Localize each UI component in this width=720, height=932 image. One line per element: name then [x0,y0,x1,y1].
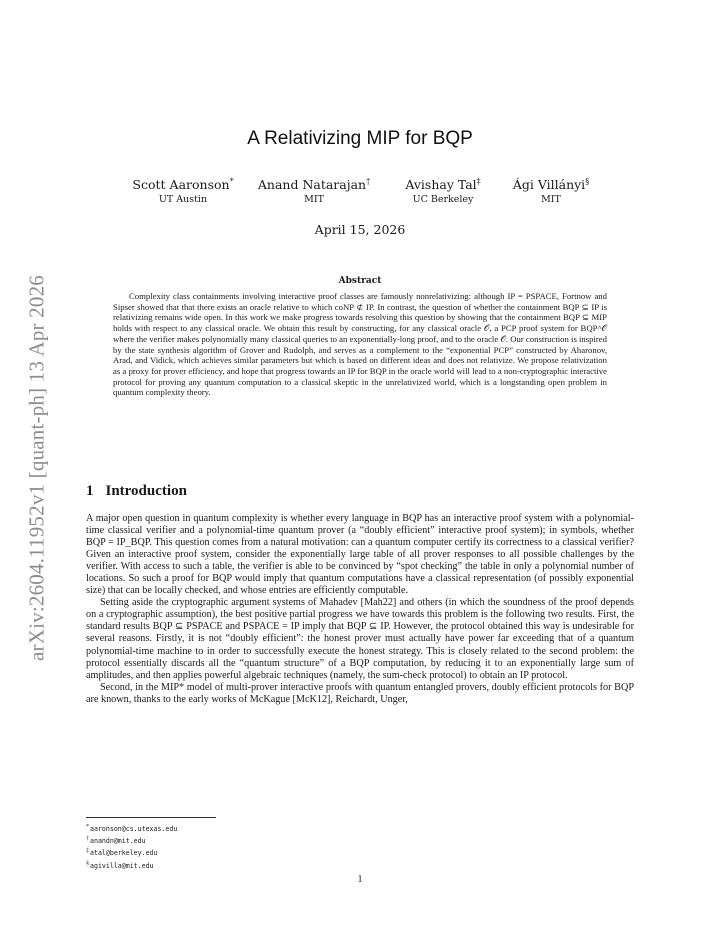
author-name: Anand Natarajan [257,177,367,193]
footnote [86,834,177,846]
body-paragraph: A major open question in quantum complexity is whether every language in BQP has an interactive proof system with a polynomial-time classical verifier and a polynomial-time quantum prover (a “doubly efficient” interactive proof system); in symbols, whether BQP = IP_BQP. This question comes from a natural motivation: can a quantum computer certify its correctness to a classical verifier? Given an interactive proof system, consider the exponentially large table of all prover responses to all possible challenges by the verifier. With access to such a table, the verifier is able to be convinced by “spot checking” the table in only a polynomial number of locations. So such a proof for BQP would imply that quantum computations have a classical representation (of possibly exponential size) that can be locally checked, and whose entries are efficiently computable. [86,513,634,597]
author-affiliation: MIT [541,194,561,206]
author-footnote-mark: § [585,177,590,186]
author-block [132,177,233,205]
page-number: 1 [357,874,363,885]
author-footnote-mark: * [229,177,234,186]
author-name: Ági Villányi [512,177,586,193]
footnote [86,822,177,834]
section-number: 1 [86,483,94,499]
author-footnote-mark: ‡ [476,177,481,186]
footnote-email: aaronson@cs.utexas.edu [90,825,178,834]
section-heading [86,483,187,500]
body-paragraph: Setting aside the cryptographic argument systems of Mahadev [Mah22] and others (in which the soundness of the proof depends on a cryptographic assumption), the best positive partial progress we have towards this problem is the following two results. First, the standard results BQP ⊆ PSPACE and PSPACE = IP imply that BQP ⊆ IP. However, the protocol obtained this way is undesirable for several reasons. Firstly, it is not “doubly efficient”: the honest prover must actually have power far exceeding that of a quantum polynomial-time machine to in order to successfully execute the honest strategy. This is closely related to the second problem: the protocol essentially discards all the “quantum structure” of a BQP computation, by reducing it to an exponentially large sum of amplitudes, and then applies powerful algebraic techniques (namely, the sum-check protocol) to obtain an IP protocol. [86,597,634,681]
body-text [86,513,634,706]
footnote-email: atal@berkeley.edu [90,849,158,858]
author-name: Avishay Tal [405,177,477,193]
footnote [86,846,177,858]
abstract-heading: Abstract [338,276,382,286]
author-affiliation: MIT [304,194,324,206]
author-name: Scott Aaronson [132,177,230,193]
author-affiliation: UC Berkeley [412,194,474,206]
footnote-mark: ‡ [86,848,89,855]
author-block [513,177,589,205]
author-block [258,177,370,205]
footnote-mark: * [86,824,89,830]
abstract-text: Complexity class containments involving interactive proof classes are famously nonrelativizing: although IP = PSPACE, Fortnow and Sipser showed that that there exists an oracle relative to which coNP ⊄ IP. In contrast, the question of whether the containment BQP ⊆ IP is relativizing remains wide open. In this work we make progress towards resolving this question by showing that the containment BQP ⊆ MIP holds with respect to any classical oracle. We obtain this result by constructing, for any classical oracle 𝒪, a PCP proof system for BQP^𝒪 where the verifier makes polynomially many classical queries to an exponentially-long proof, and to the oracle 𝒪. Our construction is inspired by the state synthesis algorithm of Grover and Rudolph, and serves as a complement to the “exponential PCP” constructed by Aharonov, Arad, and Vidick, which achieves similar parameters but which is based on different ideas and does not relativize. We propose relativization as a proxy for prover efficiency, and hope that progress towards an IP for BQP in the oracle world will lead to a non-cryptographic interactive protocol for proving any quantum computation to a classical skeptic in the unrelativized world, which is a longstanding open problem in quantum complexity theory. [113,291,607,398]
author-block [405,177,480,205]
footnote-email: agivilla@mit.edu [90,861,154,870]
footnotes [86,822,177,871]
arxiv-identifier-text: arXiv:2604.11952v1 [quant-ph] 13 Apr 2026 [24,274,49,661]
footnote-mark: † [86,836,89,843]
author-affiliation: UT Austin [158,194,208,206]
author-footnote-mark: † [366,177,371,186]
footnote-divider [86,817,216,818]
body-paragraph: Second, in the MIP* model of multi-prover interactive proofs with quantum entangled provers, doubly efficient protocols for BQP are known, thanks to the early works of McKague [McK12], Reichardt, Unger, [86,681,634,705]
footnote-mark: § [86,860,89,867]
section-title: Introduction [105,483,187,499]
footnote-email: anandn@mit.edu [90,837,146,846]
paper-title: A Relativizing MIP for BQP [247,128,473,149]
publication-date: April 15, 2026 [314,222,406,237]
arxiv-identifier-stamp [22,245,52,690]
footnote [86,859,177,871]
